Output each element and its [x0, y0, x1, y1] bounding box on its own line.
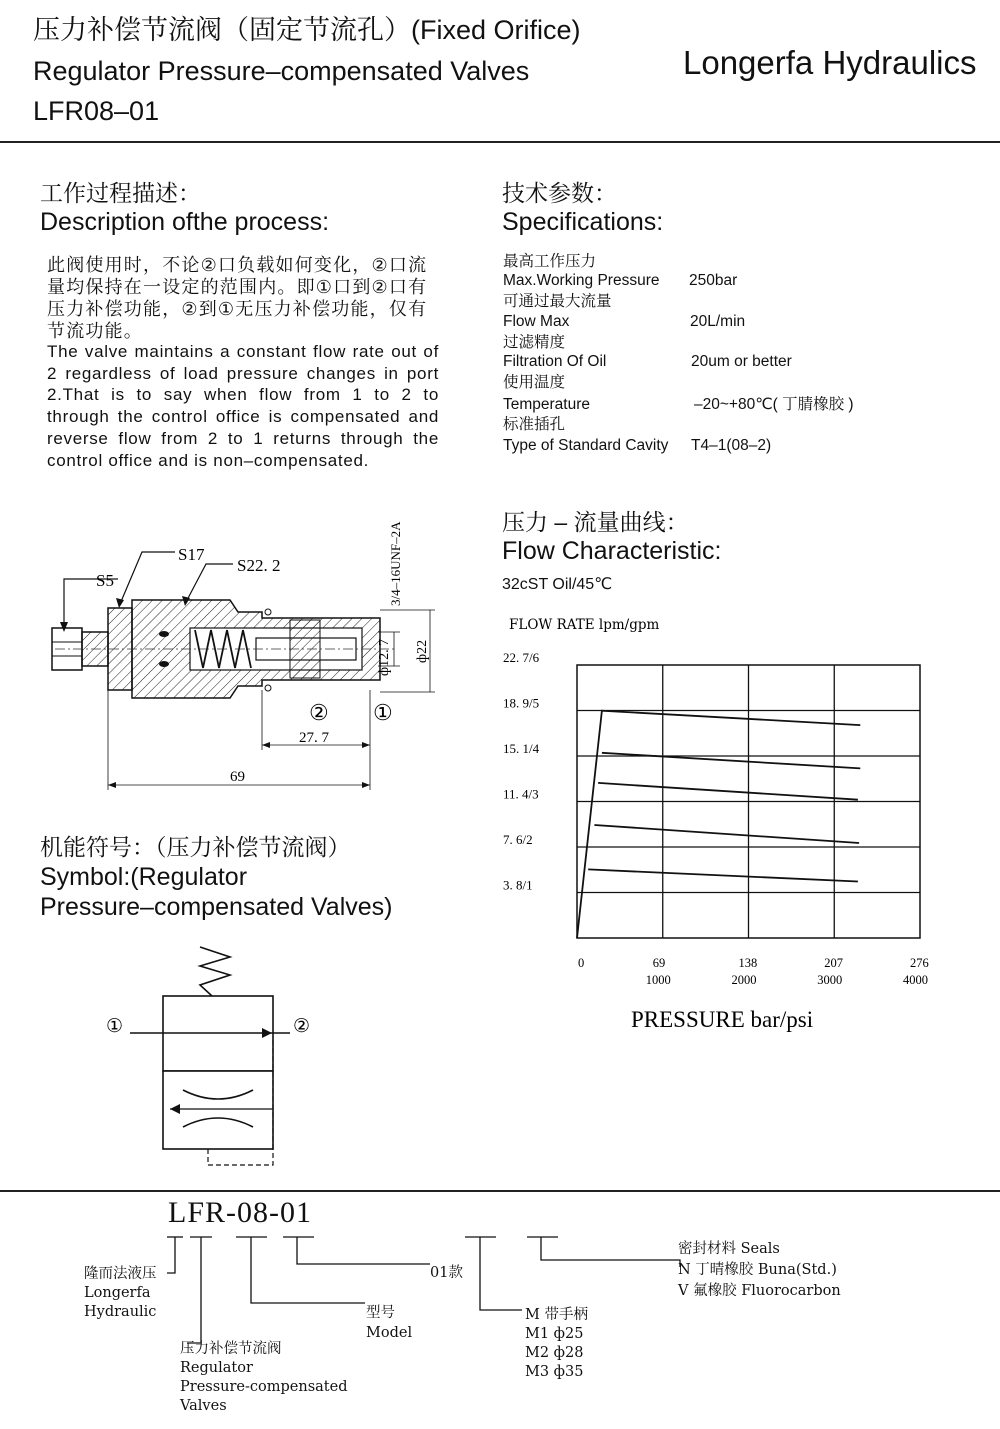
- flow-condition: 32cST Oil/45℃: [502, 576, 613, 593]
- brand-name: Longerfa Hydraulics: [683, 44, 977, 81]
- spec-label-en: Flow Max: [503, 313, 570, 330]
- dim-27-7: 27. 7: [299, 730, 329, 746]
- flow-curve: [577, 711, 860, 938]
- x-tick-label: 207: [824, 956, 843, 970]
- variant-label: 01款: [430, 1265, 463, 1281]
- spec-value: –20~+80℃( 丁腈橡胶 ): [694, 396, 854, 413]
- spec-label-en: Temperature: [503, 396, 591, 413]
- spec-value: T4–1(08–2): [691, 437, 772, 454]
- chart-y-ticks: [503, 650, 540, 893]
- valve-section-drawing: [40, 505, 460, 795]
- x-tick-label-psi: 4000: [903, 973, 928, 987]
- spec-label-en: Filtration Of Oil: [503, 353, 607, 370]
- description-heading-en: Description ofthe process:: [40, 208, 330, 236]
- brand-en-2: Hydraulic: [84, 1304, 157, 1320]
- port-1-label: ①: [373, 700, 393, 725]
- spec-label-cn: 标准插孔: [503, 416, 566, 433]
- handle-option: M2 ф28: [525, 1345, 584, 1361]
- type-cn: 压力补偿节流阀: [180, 1341, 282, 1357]
- title-cn: 压力补偿节流阀（固定节流孔）(Fixed Orifice): [33, 15, 581, 45]
- spec-heading-cn: 技术参数：: [502, 180, 617, 206]
- flow-curve: [598, 783, 858, 800]
- y-tick-label: 3. 8/1: [503, 877, 533, 893]
- type-en-1: Regulator: [180, 1360, 253, 1376]
- y-tick-label: 15. 1/4: [503, 741, 540, 756]
- brand-en-1: Longerfa: [84, 1285, 151, 1301]
- spec-heading-en: Specifications:: [502, 208, 664, 236]
- chart-x-title: PRESSURE bar/psi: [631, 1007, 814, 1032]
- flow-heading-cn: 压力 – 流量曲线：: [502, 509, 689, 535]
- handle-option: M3 ф35: [525, 1364, 584, 1380]
- label-s17: S17: [178, 545, 205, 564]
- description-heading-cn: 工作过程描述：: [40, 180, 201, 206]
- chart-x-ticks: [578, 956, 929, 987]
- seal-option: V 氟橡胶 Fluorocarbon: [678, 1283, 841, 1299]
- label-thread: 3/4–16UNF–2A: [388, 521, 403, 606]
- flow-heading-en: Flow Characteristic:: [502, 537, 722, 565]
- spec-value: 20L/min: [690, 313, 746, 330]
- x-tick-label-psi: 2000: [731, 973, 757, 987]
- flow-curve: [594, 825, 859, 843]
- x-tick-label: 0: [578, 956, 585, 970]
- x-tick-label: 138: [738, 956, 758, 970]
- model-en: Model: [366, 1325, 413, 1341]
- label-s5: S5: [96, 571, 114, 590]
- flow-chart: [495, 605, 975, 1045]
- title-en: Regulator Pressure–compensated Valves: [33, 56, 530, 86]
- spec-label-en: Type of Standard Cavity: [503, 437, 669, 454]
- label-s22: S22. 2: [237, 556, 281, 575]
- chart-y-title: FLOW RATE lpm/gpm: [509, 617, 660, 633]
- chart-grid: [577, 665, 920, 938]
- spec-value: 20um or better: [691, 353, 792, 370]
- order-code: LFR-08-01: [168, 1196, 312, 1229]
- ordering-divider: [0, 1190, 1000, 1192]
- type-en-2: Pressure-compensated: [180, 1379, 348, 1395]
- description-text-en: The valve maintains a constant flow rate out of 2 regardless of load pressure changes in port 2.That is to say when flow from 1 to 2 to through the control office is compensated and reverse flow from 2 to 1 returns through the control office and is non–compensated.: [47, 342, 439, 470]
- spec-label-cn: 过滤精度: [503, 334, 566, 351]
- y-tick-label: 7. 6/2: [503, 832, 533, 847]
- x-tick-label-psi: 3000: [817, 973, 843, 987]
- brand-cn: 隆而法液压: [84, 1266, 157, 1282]
- symbol-heading-cn: 机能符号：（压力补偿节流阀）: [40, 834, 351, 860]
- symbol-heading-en-1: Symbol:(Regulator: [40, 863, 248, 891]
- header-divider: [0, 141, 1000, 143]
- spec-label-cn: 使用温度: [503, 374, 566, 391]
- model-cn: 型号: [366, 1305, 395, 1321]
- symbol-heading-en-2: Pressure–compensated Valves): [40, 893, 393, 921]
- y-tick-label: 22. 7/6: [503, 650, 540, 665]
- port-2-label: ②: [309, 700, 329, 725]
- model-code: LFR08–01: [33, 96, 160, 126]
- seal-option: N 丁晴橡胶 Buna(Std.): [678, 1262, 837, 1278]
- spec-value: 250bar: [689, 272, 738, 289]
- spec-label-cn: 可通过最大流量: [503, 293, 612, 310]
- dim-69: 69: [230, 769, 245, 785]
- flow-curve: [588, 869, 858, 881]
- handle-option: M1 ф25: [525, 1326, 584, 1342]
- type-en-3: Valves: [180, 1398, 227, 1414]
- x-tick-label: 69: [652, 956, 666, 970]
- y-tick-label: 11. 4/3: [503, 786, 539, 802]
- symbol-port-2: ②: [293, 1016, 311, 1037]
- x-tick-label: 276: [910, 956, 929, 970]
- y-tick-label: 18. 9/5: [503, 695, 540, 711]
- x-tick-label-psi: 1000: [645, 973, 671, 987]
- flow-curve: [602, 753, 860, 769]
- symbol-port-1: ①: [106, 1016, 124, 1037]
- chart-series: [577, 711, 860, 938]
- hydraulic-symbol: [100, 935, 330, 1175]
- description-text-cn: 此阀使用时，不论②口负载如何变化，②口流量均保持在一设定的范围内。即①口到②口有压力补偿功能，②到①无压力补偿功能，仅有节流功能。: [47, 255, 428, 341]
- handle-option: M 带手柄: [525, 1307, 588, 1323]
- label-d22: ф22: [415, 639, 430, 663]
- seals-title: 密封材料 Seals: [678, 1241, 780, 1257]
- spec-label-cn: 最高工作压力: [503, 253, 597, 270]
- ordering-code-diagram: [0, 1230, 1000, 1429]
- label-d127: ф12. 7: [377, 638, 392, 676]
- spec-label-en: Max.Working Pressure: [503, 272, 660, 289]
